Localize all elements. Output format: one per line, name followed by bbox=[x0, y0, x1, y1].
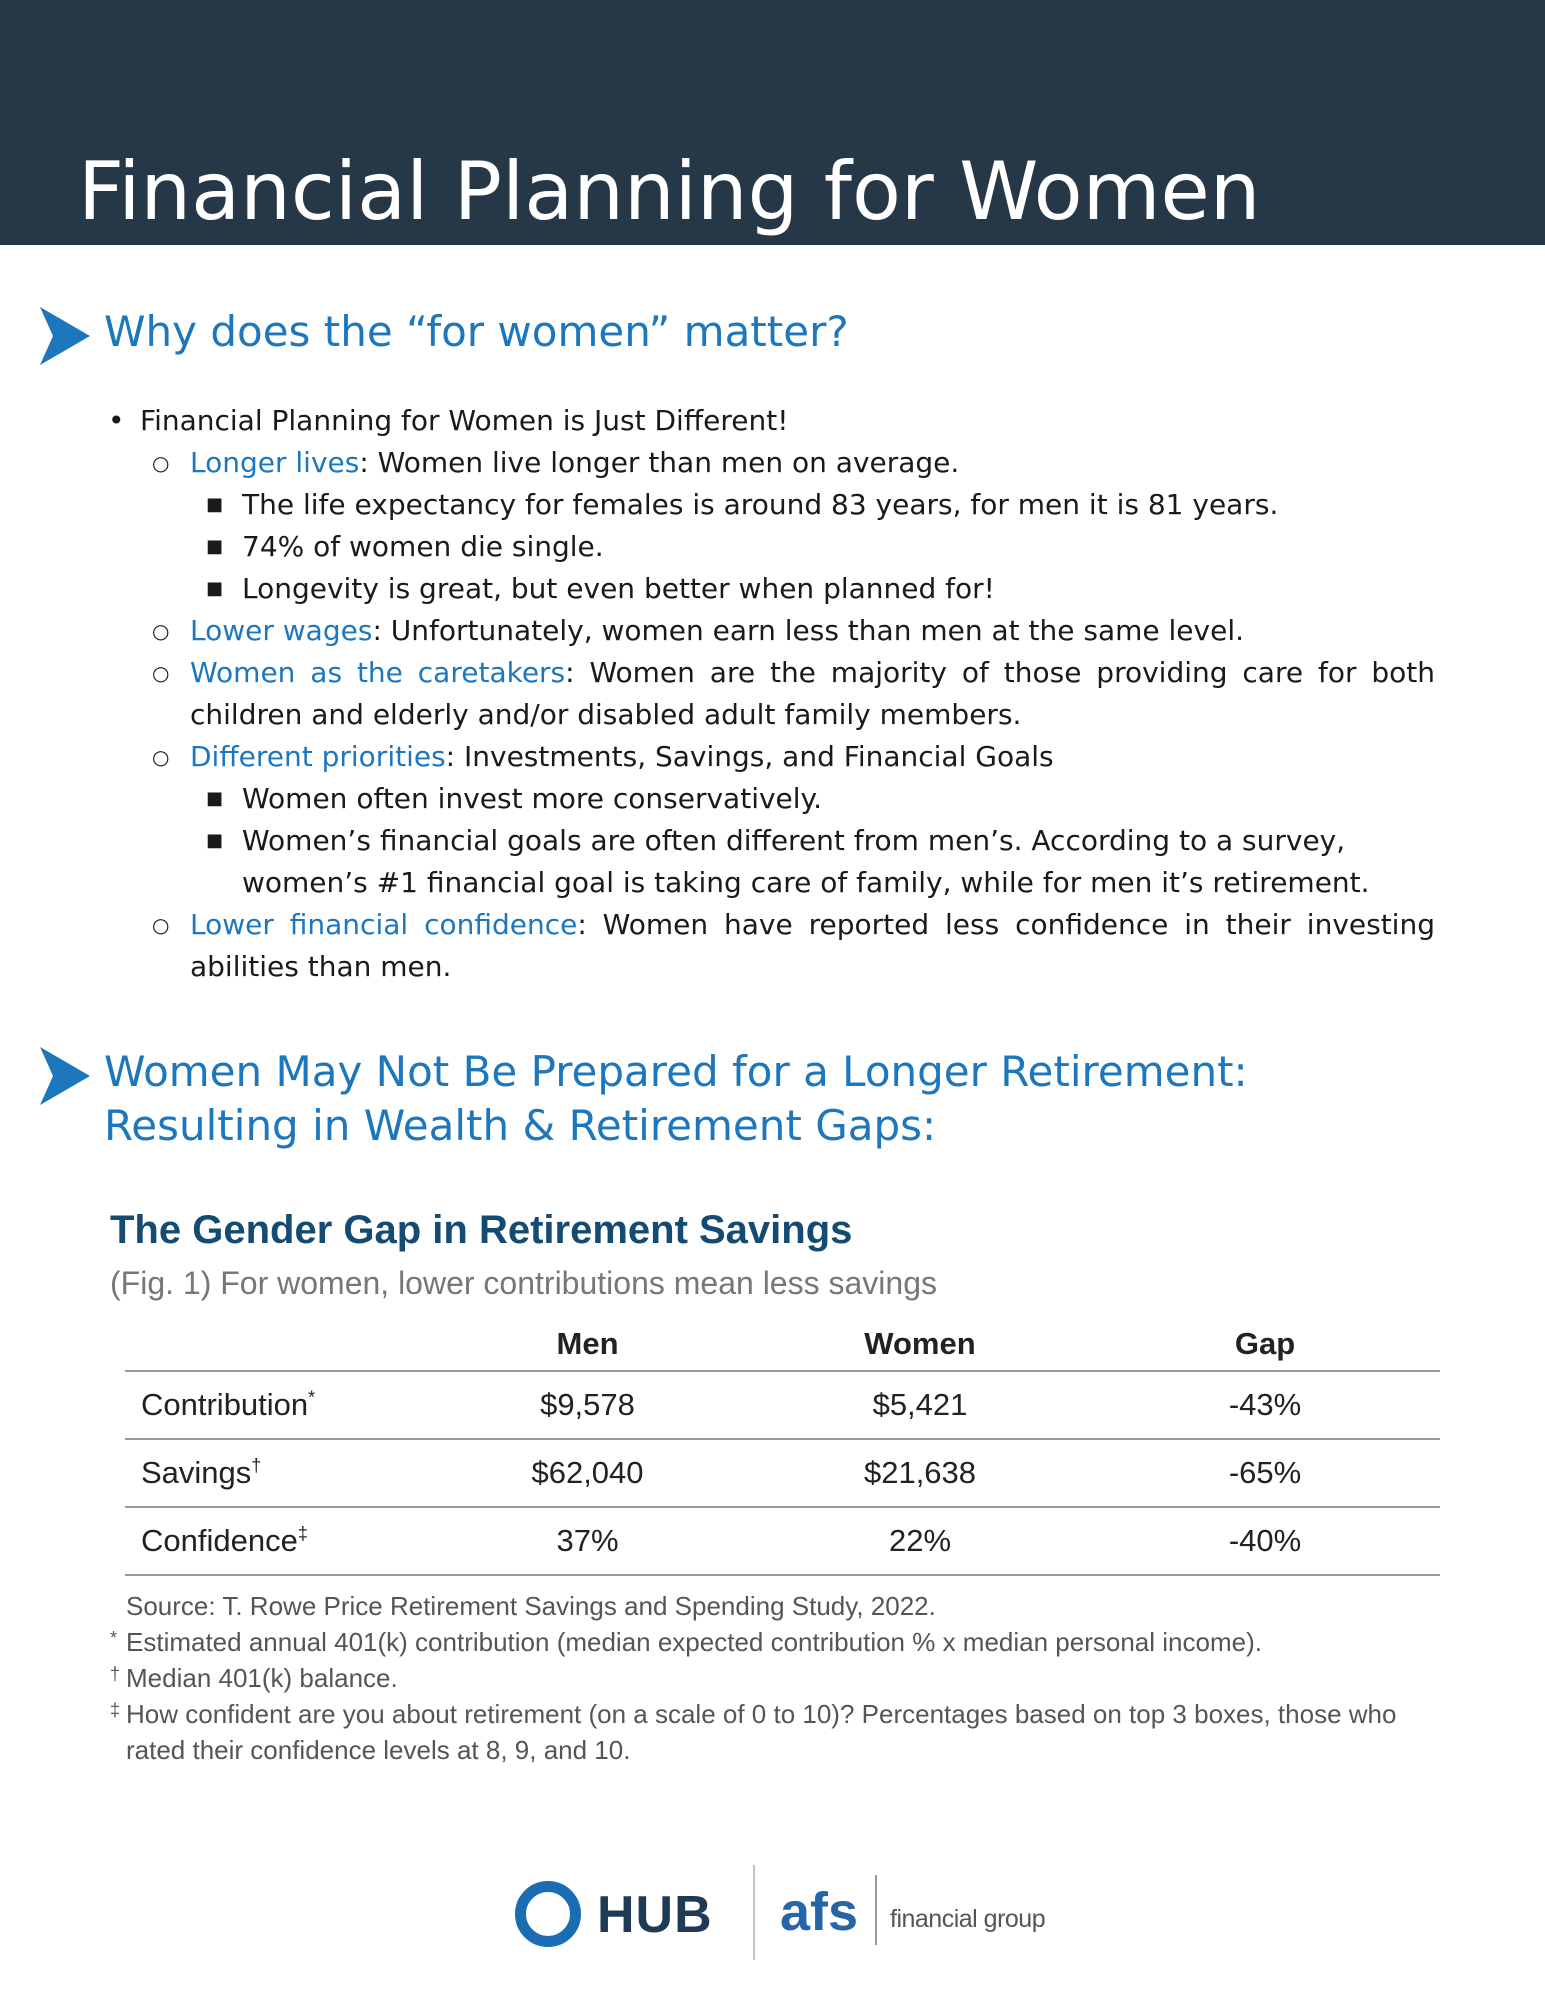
list-item-goals: ■ Women’s financial goals are often different from men’s. According to a survey, women’s #1 financial goal is taking care of family, while for men it’s retirement. bbox=[100, 820, 1435, 904]
column-header-men: Men bbox=[556, 1326, 619, 1361]
footnote: ‡ How confident are you about retirement (on a scale of 0 to 10)? Percentages based on top 3 boxes, those who rated their confidence levels at 8, 9, and 10. bbox=[110, 1699, 1397, 1765]
bullet-list bbox=[100, 400, 1435, 988]
bullet-square-icon: ■ bbox=[206, 788, 224, 809]
table-footnotes bbox=[110, 1588, 1440, 1768]
bullet-circle-icon: ○ bbox=[152, 619, 170, 643]
bullet-dot-icon: • bbox=[108, 404, 125, 437]
hub-logo-icon bbox=[515, 1881, 581, 1947]
cell-women: 22% bbox=[750, 1507, 1090, 1575]
cell-women: $21,638 bbox=[750, 1439, 1090, 1507]
bullet-square-icon: ■ bbox=[206, 536, 224, 557]
bullet-square-icon: ■ bbox=[206, 494, 224, 515]
list-item-life-expectancy: ■ The life expectancy for females is around 83 years, for men it is 81 years. bbox=[100, 484, 1435, 526]
table-subtitle: (Fig. 1) For women, lower contributions mean less savings bbox=[110, 1265, 937, 1301]
gender-gap-table bbox=[125, 1318, 1440, 1576]
cell-gap: -65% bbox=[1090, 1439, 1440, 1507]
list-item-longer-lives: ○ Longer lives: Women live longer than men on average. bbox=[100, 442, 1435, 484]
cell-gap: -40% bbox=[1090, 1507, 1440, 1575]
list-item-conservative: ■ Women often invest more conservatively. bbox=[100, 778, 1435, 820]
section-heading-why bbox=[40, 305, 849, 365]
header-band bbox=[0, 0, 1545, 245]
column-header-label bbox=[125, 1318, 425, 1371]
list-item-confidence: ○ Lower financial confidence: Women have reported less confidence in their investing abilities than men. bbox=[100, 904, 1435, 988]
afs-logo-subtitle: financial group bbox=[890, 1905, 1046, 1933]
table-row bbox=[125, 1371, 1440, 1439]
item-label: Women as the caretakers bbox=[190, 656, 566, 689]
chevron-right-icon bbox=[40, 307, 90, 365]
column-header-gap: Gap bbox=[1234, 1326, 1296, 1361]
bullet-square-icon: ■ bbox=[206, 830, 224, 851]
row-label: Confidence‡ bbox=[125, 1507, 425, 1575]
page-title: Financial Planning for Women bbox=[78, 145, 1261, 238]
bullet-square-icon: ■ bbox=[206, 578, 224, 599]
row-label: Contribution* bbox=[125, 1371, 425, 1439]
bullet-circle-icon: ○ bbox=[152, 451, 170, 475]
list-item-caretakers: ○ Women as the caretakers: Women are the majority of those providing care for both children and elderly and/or disabled adult family members. bbox=[100, 652, 1435, 736]
footnote: † Median 401(k) balance. bbox=[110, 1663, 398, 1693]
chevron-right-icon bbox=[40, 1047, 90, 1105]
cell-men: $62,040 bbox=[425, 1439, 750, 1507]
item-label: Longer lives bbox=[190, 446, 360, 479]
row-label: Savings† bbox=[125, 1439, 425, 1507]
logo-divider bbox=[753, 1865, 755, 1960]
column-header-women: Women bbox=[864, 1326, 976, 1361]
hub-logo-text: HUB bbox=[597, 1886, 713, 1944]
section-heading-retirement bbox=[40, 1045, 1248, 1153]
afs-logo-text: afs bbox=[780, 1882, 859, 1942]
section-title-why: Why does the “for women” matter? bbox=[104, 307, 849, 356]
bullet-circle-icon: ○ bbox=[152, 661, 170, 685]
table-title: The Gender Gap in Retirement Savings bbox=[110, 1208, 853, 1252]
cell-men: 37% bbox=[425, 1507, 750, 1575]
item-label: Different priorities bbox=[190, 740, 446, 773]
item-label: Lower wages bbox=[190, 614, 373, 647]
list-item-longevity: ■ Longevity is great, but even better when planned for! bbox=[100, 568, 1435, 610]
list-item-priorities: ○ Different priorities: Investments, Savings, and Financial Goals bbox=[100, 736, 1435, 778]
cell-women: $5,421 bbox=[750, 1371, 1090, 1439]
item-label: Lower financial confidence bbox=[190, 908, 578, 941]
section-title-retirement: Women May Not Be Prepared for a Longer Retirement: Resulting in Wealth & Retirement Gaps: bbox=[104, 1047, 1248, 1150]
table-row bbox=[125, 1439, 1440, 1507]
bullet-circle-icon: ○ bbox=[152, 745, 170, 769]
footnote: * Estimated annual 401(k) contribution (median expected contribution % x median personal income). bbox=[110, 1627, 1262, 1657]
table-row bbox=[125, 1507, 1440, 1575]
table-header-row bbox=[125, 1318, 1440, 1371]
footer-logos bbox=[515, 1865, 1075, 1960]
logo-divider bbox=[875, 1875, 877, 1945]
source-note: Source: T. Rowe Price Retirement Savings and Spending Study, 2022. bbox=[126, 1591, 936, 1621]
bullet-circle-icon: ○ bbox=[152, 913, 170, 937]
list-item-die-single: ■ 74% of women die single. bbox=[100, 526, 1435, 568]
list-item-lower-wages: ○ Lower wages: Unfortunately, women earn less than men at the same level. bbox=[100, 610, 1435, 652]
cell-gap: -43% bbox=[1090, 1371, 1440, 1439]
list-item-intro: • Financial Planning for Women is Just Different! bbox=[100, 400, 1435, 442]
cell-men: $9,578 bbox=[425, 1371, 750, 1439]
